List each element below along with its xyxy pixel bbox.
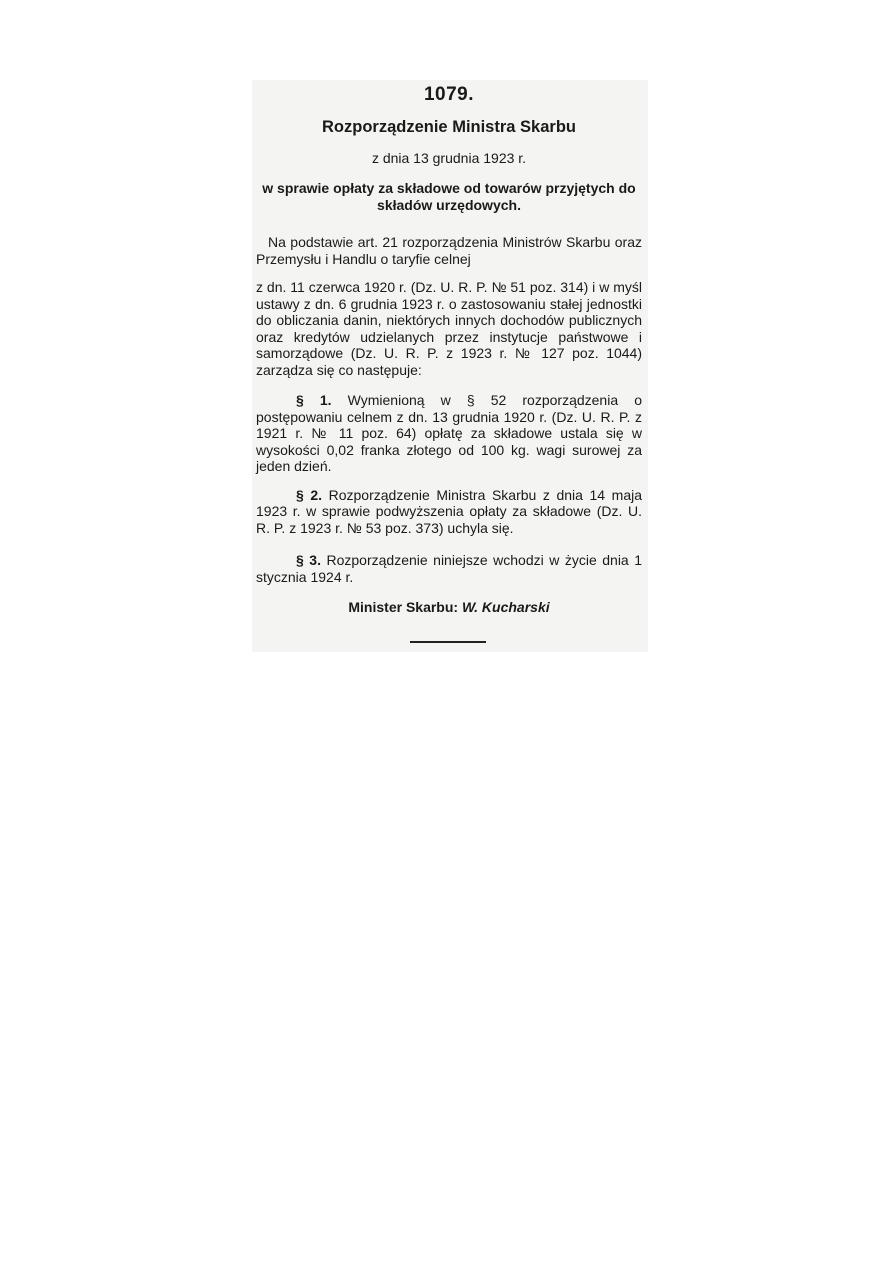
act-number: 1079. bbox=[423, 84, 475, 105]
act-date: z dnia 13 grudnia 1923 r. bbox=[371, 150, 527, 166]
section-2-mark: § 2. bbox=[296, 486, 323, 503]
section-1-text: Wymienioną w § 52 rozporządzenia o postępowaniu celnem z dn. 13 grudnia 1920 r. (Dz. U. R. P. z 1921 r. № 11 poz. 64) opłatę za składowe ustala się w wysokości 0,02 franka złotego od 100 kg. wagi surowej za jeden dzień. bbox=[256, 392, 642, 474]
section-3 bbox=[256, 552, 642, 585]
act-subject: w sprawie opłaty za składowe od towarów przyjętych do składów urzędowych. bbox=[262, 180, 636, 213]
act-title: Rozporządzenie Ministra Skarbu bbox=[322, 118, 576, 136]
section-1 bbox=[256, 392, 642, 475]
section-2 bbox=[256, 487, 642, 537]
section-1-mark: § 1. bbox=[296, 392, 332, 408]
preamble-part-1: Na podstawie art. 21 rozporządzenia Ministrów Skarbu oraz Przemysłu i Handlu o taryfie celnej bbox=[256, 234, 642, 267]
end-divider bbox=[410, 641, 486, 643]
section-3-text: Rozporządzenie niniejsze wchodzi w życie dnia 1 stycznia 1924 r. bbox=[256, 552, 643, 585]
signature-line bbox=[256, 599, 642, 621]
signature-name: W. Kucharski bbox=[461, 599, 550, 615]
preamble-part-2: z dn. 11 czerwca 1920 r. (Dz. U. R. P. № 51 poz. 314) i w myśl ustawy z dn. 6 grudnia 1923 r. o zastosowaniu stałej jednostki do obliczania danin, niektórych innych dochodów publicznych oraz kredytów udzielanych przez instytucje państwowe i samorządowe (Dz. U. R. P. z 1923 r. № 127 poz. 1044) zarządza się co następuje: bbox=[256, 279, 642, 378]
document-body bbox=[256, 80, 642, 621]
section-2-text: Rozporządzenie Ministra Skarbu z dnia 14 maja 1923 r. w sprawie podwyższenia opłaty za składowe (Dz. U. R. P. z 1923 r. № 53 poz. 373) uchyla się. bbox=[256, 486, 642, 536]
signature-label: Minister Skarbu: bbox=[348, 599, 459, 615]
scanned-page bbox=[252, 80, 648, 652]
section-3-mark: § 3. bbox=[296, 552, 321, 568]
